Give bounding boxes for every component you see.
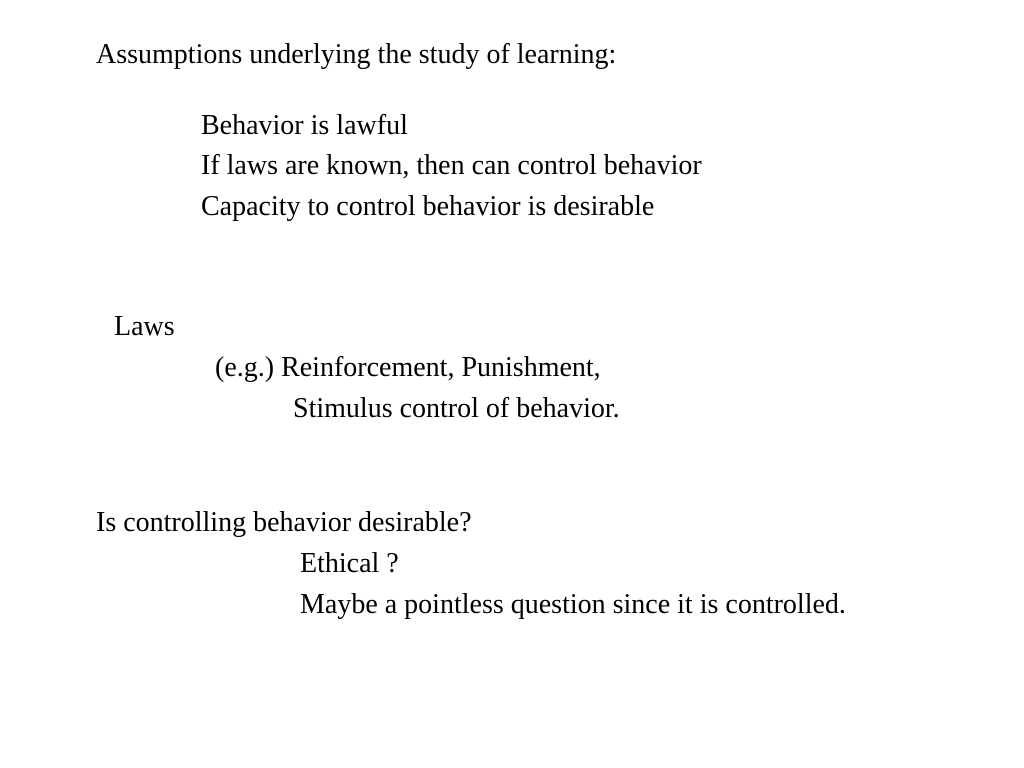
laws-heading: Laws [114, 311, 175, 342]
assumption-item: Behavior is lawful [201, 110, 408, 141]
laws-examples-line: Stimulus control of behavior. [293, 393, 620, 424]
laws-examples-line: (e.g.) Reinforcement, Punishment, [215, 352, 601, 383]
slide-title: Assumptions underlying the study of learning: [96, 39, 617, 70]
question-heading: Is controlling behavior desirable? [96, 507, 472, 538]
assumption-item: Capacity to control behavior is desirable [201, 191, 655, 222]
assumption-item: If laws are known, then can control behavior [201, 150, 702, 181]
question-point: Ethical ? [300, 548, 399, 579]
question-point: Maybe a pointless question since it is controlled. [300, 589, 846, 620]
